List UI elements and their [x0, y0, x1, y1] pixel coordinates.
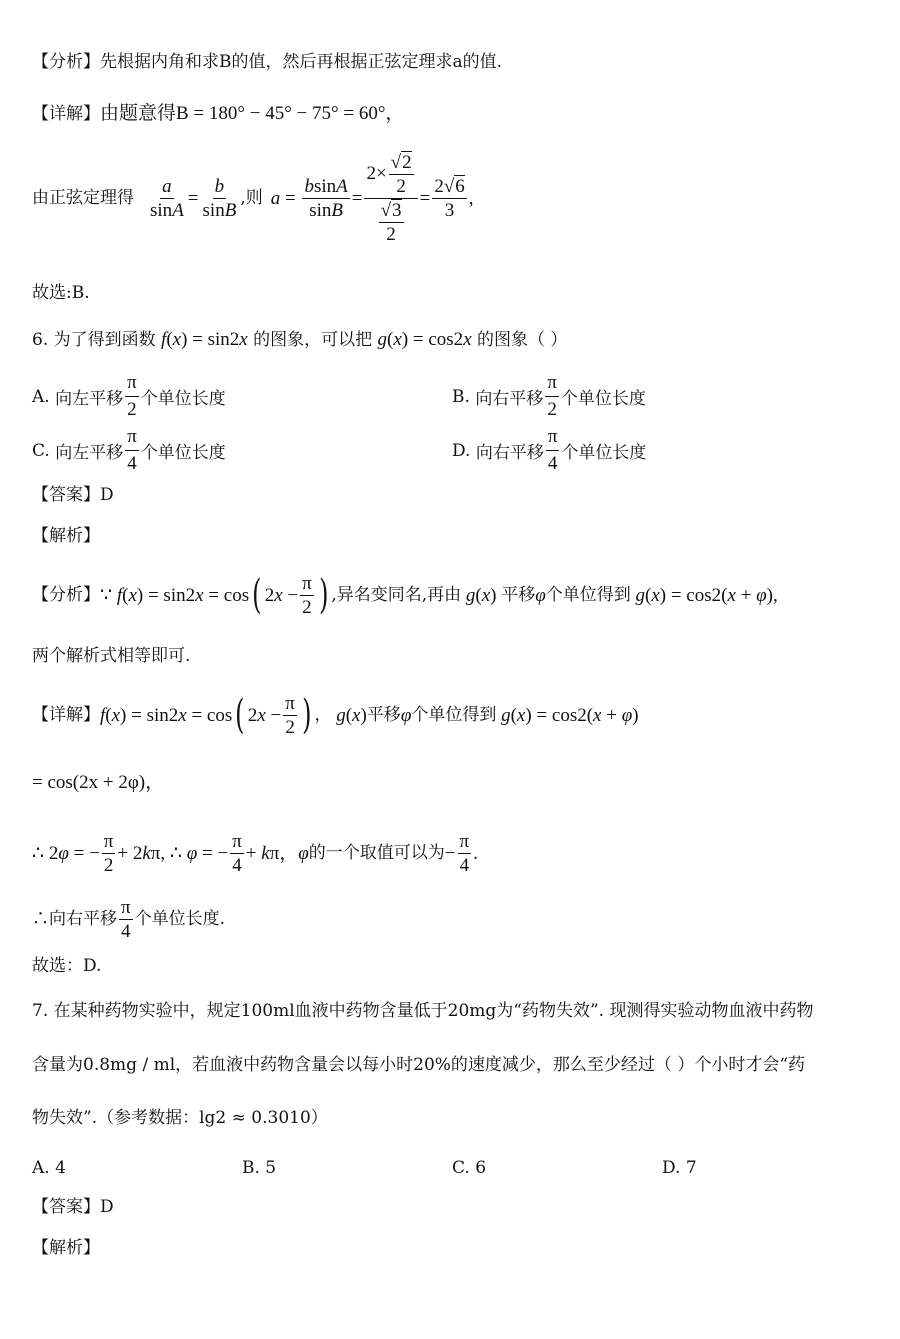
frac-b-sinB: $\frac{b}{\sin B}$	[202, 175, 237, 221]
q6-option-d[interactable]: D. 向右平移 $\frac{\pi}{4}$ 个单位长度	[452, 426, 647, 474]
q6-option-a[interactable]: A. 向左平移 $\frac{\pi}{2}$ 个单位长度	[32, 372, 226, 420]
then-text: ,则	[240, 187, 263, 208]
analysis-text: 先根据内角和求B的值，然后再根据正弦定理求a的值.	[100, 52, 503, 72]
detail-tag: 【详解】	[32, 104, 100, 124]
q6-stem-c: 的图象（ ）	[477, 330, 568, 350]
detail-text: 由题意得B = 180° − 45° − 75° = 60°，	[100, 103, 405, 124]
q6-shift-line: ∴向右平移 $\frac{\pi}{4}$ 个单位长度.	[32, 896, 225, 942]
q6-analysis-line: 【分析】 ∵ f(x) = sin2x = cos ( 2x − $\frac{\pi}{2}$ ) ,异名变同名,再由 g(x) 平移 φ 个单位得到 g(x) = cos2(x + φ),	[32, 572, 778, 618]
q6-detail-line: 【详解】 f(x) = sin2x = cos ( 2x − $\frac{\pi}{2}$ ) ， g(x) 平移 φ 个单位得到 g(x) = cos2(x + φ)	[32, 692, 639, 738]
q7-line-3: 物失效”.（参考数据：lg2 ≈ 0.3010）	[32, 1108, 328, 1128]
choose-5: 故选:B.	[32, 283, 90, 303]
q6-therefore-line: ∴ 2φ = − $\frac{\pi}{2}$ + 2kπ, ∴ φ = − $\frac{\pi}{4}$ + kπ，φ 的一个取值可以为 − $\frac{\pi}{4}$ .	[32, 830, 478, 876]
q7-line-1: 7. 在某种药物实验中，规定100ml血液中药物含量低于20mg为“药物失效”. 现测得实验动物血液中药物	[32, 1001, 814, 1021]
analysis-tag: 【分析】	[32, 52, 100, 72]
detail-5-line	[32, 104, 404, 123]
q7-option-a[interactable]: A. 4	[32, 1158, 66, 1178]
analysis-5-line	[32, 54, 502, 71]
q7-option-d[interactable]: D. 7	[662, 1158, 697, 1178]
sine-rule-text: 由正弦定理得	[32, 187, 134, 208]
q6-stem-a: 6. 为了得到函数	[32, 330, 156, 350]
frac-complex: 2× $\frac{√2}{2}$ $\frac{√3}{2}$	[364, 153, 417, 244]
q6-choose: 故选：D.	[32, 956, 102, 976]
sine-rule-line: 由正弦定理得 $\frac{a}{\sin A}$ = $\frac{b}{\sin B}$ ,则 a = $\frac{bsinA}{\sin B}$ = 2× $\frac{√2}{2}$ $\frac{√3}{2}$ = $\frac{2√6}{3}$ ,	[32, 151, 474, 245]
q7-answer: 【答案】D	[32, 1197, 114, 1217]
q6-eq-line: = cos(2x + 2φ)，	[32, 772, 165, 793]
q6-stem-b: 的图象，可以把	[253, 330, 373, 350]
frac-result: $\frac{2√6}{3}$	[434, 175, 465, 221]
q6-stem: 6. 为了得到函数 f(x) = sin2x 的图象，可以把 g(x) = cos2x 的图象（ ）	[32, 329, 568, 350]
q7-option-c[interactable]: C. 6	[452, 1158, 487, 1178]
q6-option-c[interactable]: C. 向左平移 $\frac{\pi}{4}$ 个单位长度	[32, 426, 226, 474]
q7-line-2: 含量为0.8mg / ml，若血液中药物含量会以每小时20%的速度减少，那么至少经过（ ）个小时才会“药	[32, 1055, 806, 1075]
q6-jiexi: 【解析】	[32, 526, 100, 546]
q7-jiexi: 【解析】	[32, 1238, 100, 1258]
q6-option-b[interactable]: B. 向右平移 $\frac{\pi}{2}$ 个单位长度	[452, 372, 646, 420]
frac-bsinA-sinB: $\frac{bsinA}{\sin B}$	[304, 175, 348, 221]
q7-option-b[interactable]: B. 5	[242, 1158, 277, 1178]
q6-answer: 【答案】D	[32, 485, 114, 505]
frac-a-sinA: $\frac{a}{\sin A}$	[150, 175, 184, 221]
q6-analysis-end: 两个解析式相等即可.	[32, 646, 191, 666]
